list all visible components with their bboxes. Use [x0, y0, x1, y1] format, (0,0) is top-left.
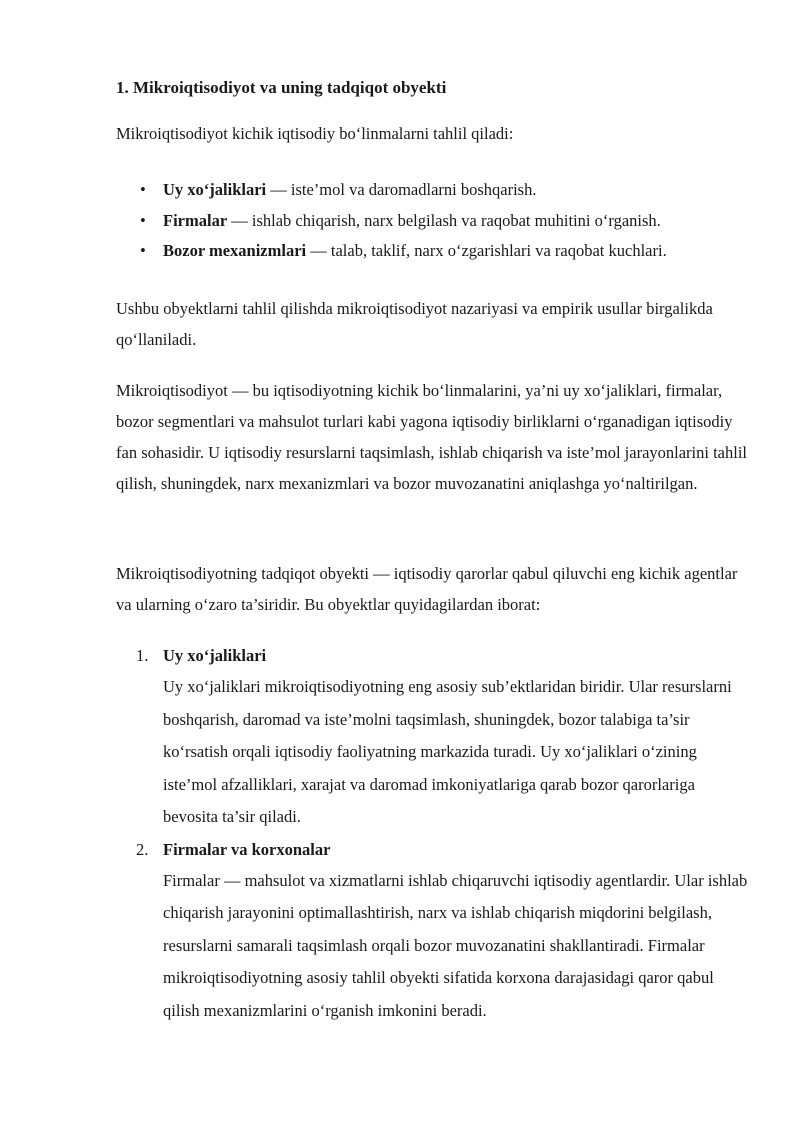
bullet-item [116, 206, 766, 237]
bullet-term: Firmalar [163, 210, 228, 230]
item-body: Uy xo‘jaliklari mikroiqtisodiyotning eng asosiy sub’ektlaridan biridir. Ular resurslarni boshqarish, daromad va iste’molni taqsimlash, shuningdek, bozor talabiga ta’sir ko‘rsatish orqali iqtisodiy faoliyatning markazida turadi. Uy xo‘jaliklari o‘zining iste’mol afzalliklari, xarajat va daromad imkoniyatlariga qarab bozor qarorlariga bevosita ta’sir qiladi. [163, 677, 732, 826]
paragraph-methods: Ushbu obyektlarni tahlil qilishda mikroiqtisodiyot nazariyasi va empirik usullar birgalikda qo‘llaniladi. [116, 299, 713, 349]
item-number: 1. [136, 646, 149, 665]
bullet-icon: • [140, 210, 146, 230]
bullet-text: — iste’mol va daromadlarni boshqarish. [266, 180, 537, 199]
bullet-icon: • [140, 180, 146, 199]
numbered-item [116, 640, 756, 834]
bullet-term: Uy xo‘jaliklari [163, 180, 267, 199]
bullet-icon: • [140, 241, 146, 260]
numbered-list [116, 640, 756, 1027]
item-number: 2. [136, 839, 149, 859]
item-title: Uy xo‘jaliklari [163, 646, 267, 665]
bullet-list [116, 175, 766, 267]
bullet-item [116, 236, 766, 267]
bullet-item [116, 175, 766, 206]
paragraph-research-object: Mikroiqtisodiyotning tadqiqot obyekti — iqtisodiy qarorlar qabul qiluvchi eng kichik agentlar va ularning o‘zaro ta’siridir. Bu obyektlar quyidagilardan iborat: [116, 564, 738, 614]
paragraph-definition: Mikroiqtisodiyot — bu iqtisodiyotning kichik bo‘linmalarini, ya’ni uy xo‘jaliklari, firmalar, bozor segmentlari va mahsulot turlari kabi yagona iqtisodiy birliklarni o‘rganadigan iqtisodiy fan sohasidir. U iqtisodiy resurslarni taqsimlash, ishlab chiqarish va iste’mol jarayonlarini tahlil qilish, shuningdek, narx mexanizmlari va bozor muvozanatini aniqlashga yo‘naltirilgan. [116, 381, 748, 493]
bullet-term: Bozor mexanizmlari [163, 241, 307, 260]
item-body: Firmalar — mahsulot va xizmatlarni ishlab chiqaruvchi iqtisodiy agentlardir. Ular ishlab chiqarish jarayonini optimallashtirish, narx va ishlab chiqarish miqdorini belgilash, resurslarni samarali taqsimlash orqali bozor muvozanatini shakllantiradi. Firmalar mikroiqtisodiyotning asosiy tahlil obyekti sifatida korxona darajasidagi qaror qabul qilish mexanizmlarini o‘rganish imkonini beradi. [163, 870, 748, 1020]
section-heading: 1. Mikroiqtisodiyot va uning tadqiqot obyekti [116, 78, 447, 97]
item-title: Firmalar va korxonalar [163, 839, 331, 859]
numbered-item [116, 834, 756, 1028]
bullet-text: — talab, taklif, narx o‘zgarishlari va raqobat kuchlari. [306, 241, 667, 260]
bullet-text: — ishlab chiqarish, narx belgilash va raqobat muhitini o‘rganish. [227, 210, 661, 230]
intro-paragraph: Mikroiqtisodiyot kichik iqtisodiy bo‘linmalarni tahlil qiladi: [116, 124, 514, 143]
